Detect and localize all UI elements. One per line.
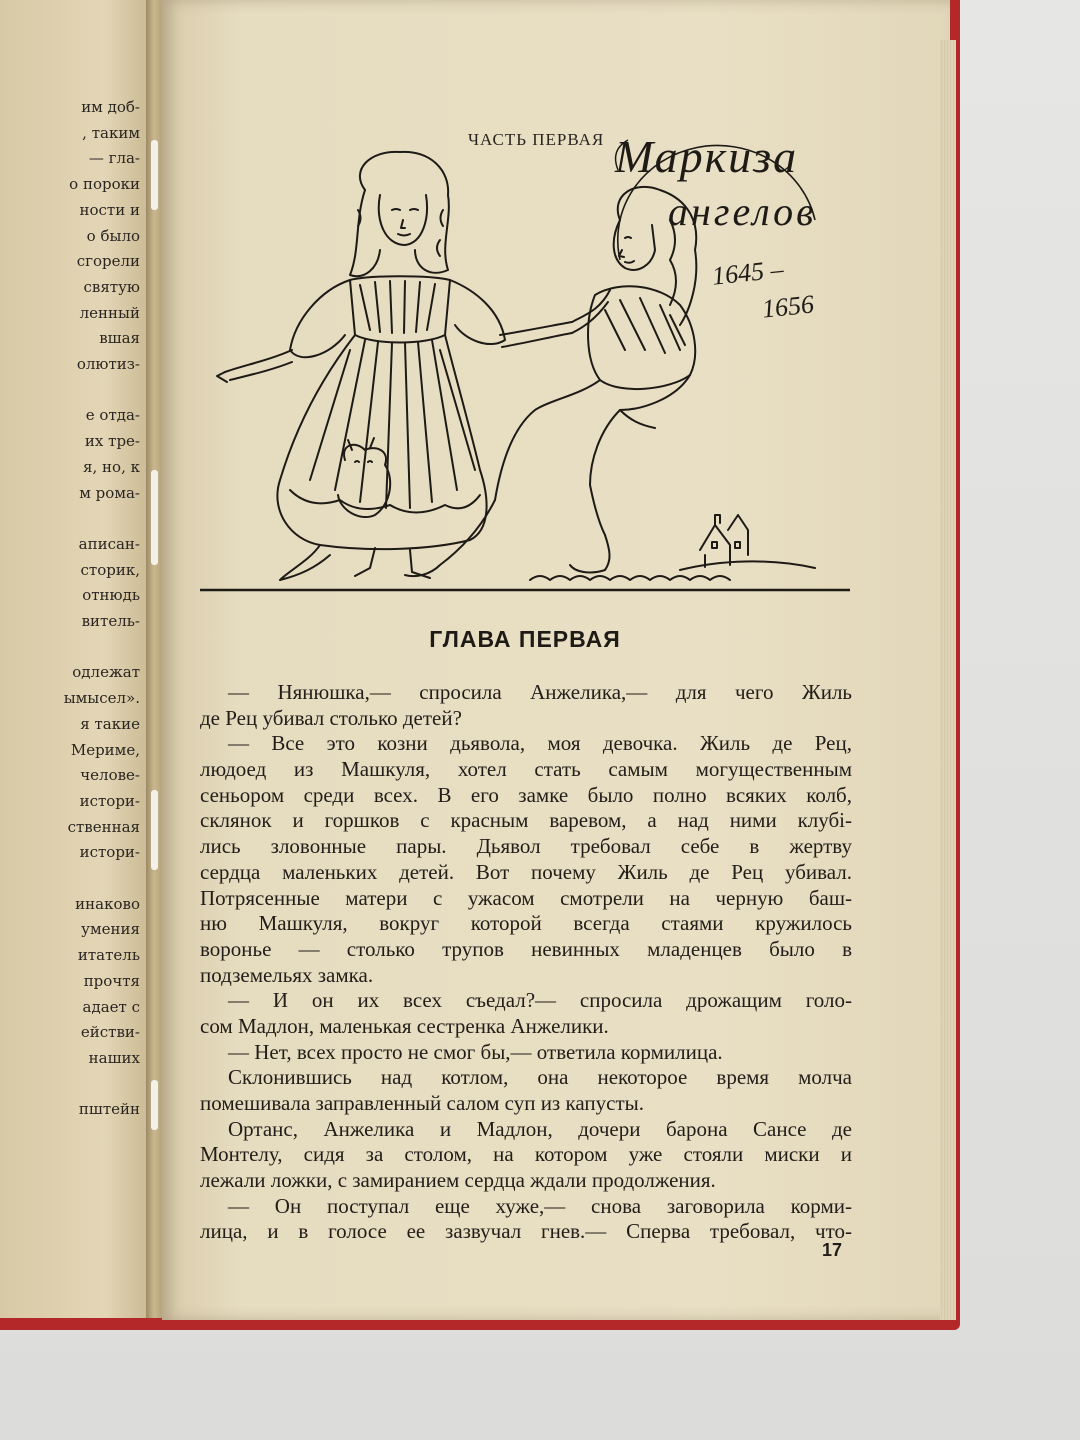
body-text-line: Монтелу, сидя за столом, на котором уже стояли миски и xyxy=(200,1142,852,1167)
left-page-line: вшая xyxy=(99,329,140,348)
left-page-line: отнюдь xyxy=(82,586,140,605)
body-text-line: Потрясенные матери с ужасом смотрели на черную баш- xyxy=(200,885,852,910)
chapter-body-text xyxy=(200,680,852,1245)
binding-stitch xyxy=(151,140,158,210)
binding-stitch xyxy=(151,790,158,870)
body-text-line: склянок и горшков с красным варевом, а над ними клубі- xyxy=(200,808,852,833)
body-text-line: лежали ложки, с замиранием сердца ждали продолжения. xyxy=(200,1168,716,1193)
binding-stitch xyxy=(151,1080,158,1130)
left-page-line: ности и xyxy=(79,200,140,219)
left-page-line: м рома- xyxy=(79,483,140,502)
left-page-line: аписан- xyxy=(78,534,140,553)
left-page-line: челове- xyxy=(80,766,140,785)
left-page-line: о пороки xyxy=(69,175,140,194)
body-text-line: де Рец убивал столько детей? xyxy=(200,705,462,730)
body-text-line: — Он поступал еще хуже,— снова заговорила корми- xyxy=(228,1193,852,1218)
left-page-line: пштейн xyxy=(78,1100,140,1119)
left-page-line: я, но, к xyxy=(83,457,140,476)
book-title-line1: Маркиза xyxy=(615,131,799,182)
left-page-line: олютиз- xyxy=(76,355,140,373)
left-page-line: одлежат xyxy=(72,663,140,682)
left-page-line: прочтя xyxy=(83,971,140,990)
body-text-line: сеньором среди всех. В его замке было полно всяких колб, xyxy=(200,782,852,807)
left-page-line: истори- xyxy=(79,843,140,862)
body-text-line: сом Мадлон, маленькая сестренка Анжелики. xyxy=(200,1013,609,1038)
body-text-line: сердца маленьких детей. Вот почему Жиль де Рец убивал. xyxy=(200,859,852,884)
left-page-line: о было xyxy=(86,226,140,245)
left-page-line: умения xyxy=(81,920,140,939)
body-text-line: Склонившись над котлом, она некоторое время молча xyxy=(228,1065,852,1090)
left-page-line: е отда- xyxy=(85,406,140,425)
body-text-line: помешивала заправленный салом суп из капусты. xyxy=(200,1091,645,1115)
left-page-line: — гла- xyxy=(88,149,140,168)
left-page-line: ственная xyxy=(67,817,140,836)
body-text-line: ню Машкуля, вокруг которой всегда стаями кружилось xyxy=(200,911,852,936)
chapter-title: ГЛАВА ПЕРВАЯ xyxy=(429,626,621,652)
body-text-line: воронье — столько трупов невинных младенцев было в xyxy=(200,936,852,961)
left-page-line: истори- xyxy=(79,791,140,810)
years-start: 1645 – xyxy=(710,254,785,291)
book-title-line2: ангелов xyxy=(668,189,817,234)
body-text-line: — Все это козни дьявола, моя девочка. Жиль де Рец, xyxy=(228,731,852,756)
left-page-line: Мериме, xyxy=(70,740,140,759)
left-page-line: их тре- xyxy=(84,432,140,451)
illustration-dancing-children xyxy=(200,150,850,595)
body-text-line: — И он их всех съедал?— спросила дрожащим голо- xyxy=(228,988,852,1013)
body-text-line: Ортанс, Анжелика и Мадлон, дочери барона Сансе де xyxy=(228,1116,852,1141)
left-page-line: ленный xyxy=(79,303,140,322)
left-page-line: инаково xyxy=(75,894,140,913)
left-page-line: сгорели xyxy=(76,252,140,271)
body-text-line: — Нет, всех просто не смог бы,— ответила кормилица. xyxy=(228,1039,723,1064)
left-page-line: , таким xyxy=(82,123,140,142)
left-page-line: адает с xyxy=(82,997,140,1016)
left-page-line: сторик, xyxy=(80,560,140,579)
years-end: 1656 xyxy=(760,289,816,324)
left-page-line: витель- xyxy=(81,612,140,630)
left-page-line: им доб- xyxy=(81,98,140,116)
body-text-line: подземельях замка. xyxy=(200,962,374,987)
left-page-line: итатель xyxy=(77,946,140,965)
page-edge xyxy=(940,40,956,1320)
binding-stitch xyxy=(151,470,158,565)
left-page-line: ействи- xyxy=(80,1023,140,1042)
body-text-line: лица, и в голосе ее зазвучал гнев.— Сперва требовал, что- xyxy=(200,1219,852,1244)
body-text-line: — Нянюшка,— спросила Анжелика,— для чего Жиль xyxy=(228,680,852,704)
body-text-line: людоед из Машкуля, хотел стать самым могущественным xyxy=(200,757,852,782)
left-page-line: наших xyxy=(88,1048,140,1067)
left-page-line: святую xyxy=(83,277,140,296)
body-text-line: лись зловонные пары. Дьявол требовал себе в жертву xyxy=(200,834,852,859)
left-page-line: ымысел». xyxy=(63,689,140,708)
part-label: ЧАСТЬ ПЕРВАЯ xyxy=(468,130,605,149)
page-number: 17 xyxy=(822,1240,843,1260)
left-page-line: я такие xyxy=(80,714,140,733)
left-page xyxy=(0,0,148,1318)
